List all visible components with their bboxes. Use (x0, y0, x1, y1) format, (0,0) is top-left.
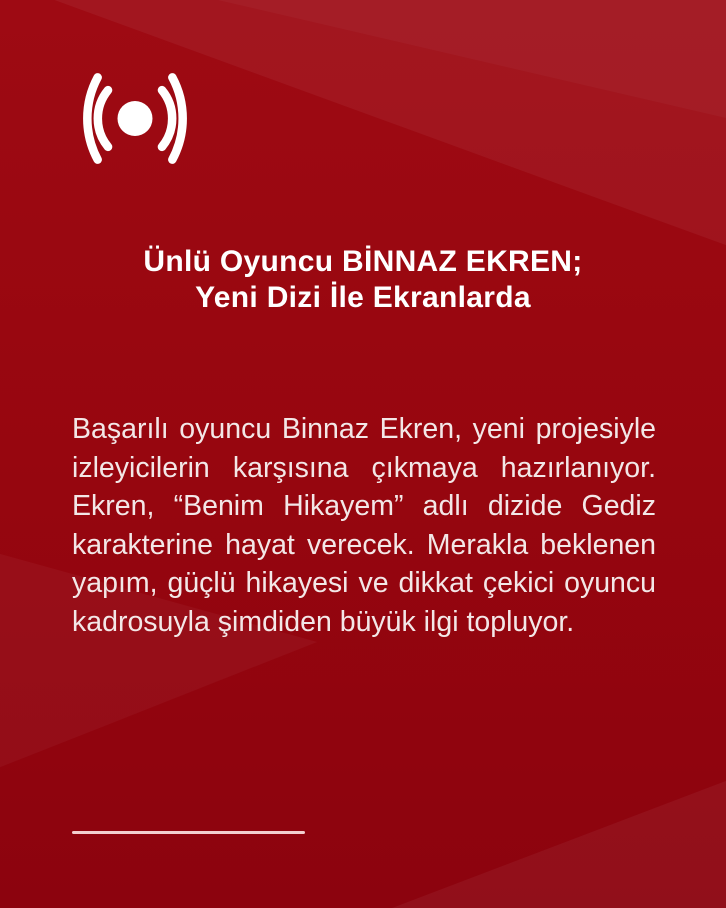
body-paragraph (72, 410, 656, 642)
headline-line-2: Yeni Dizi İle Ekranlarda (195, 281, 531, 314)
headline-line-1: Ünlü Oyuncu BİNNAZ EKREN; (143, 245, 583, 278)
live-broadcast-icon (83, 72, 187, 165)
headline (0, 244, 726, 316)
body-text-line: yapım, güçlü hikayesi ve dikkat çekici oyuncu (72, 567, 656, 600)
divider-line (72, 831, 305, 834)
body-text-line: izleyicilerin karşısına çıkmaya hazırlanıyor. (72, 451, 656, 484)
body-text-line: karakterine hayat verecek. Merakla beklenen (72, 528, 656, 561)
body-text-line: kadrosuyla şimdiden büyük ilgi topluyor. (72, 605, 575, 638)
body-text-line: Ekren, “Benim Hikayem” adlı dizide Gediz (72, 490, 656, 523)
body-text-line: Başarılı oyuncu Binnaz Ekren, yeni projesiyle (72, 413, 656, 445)
